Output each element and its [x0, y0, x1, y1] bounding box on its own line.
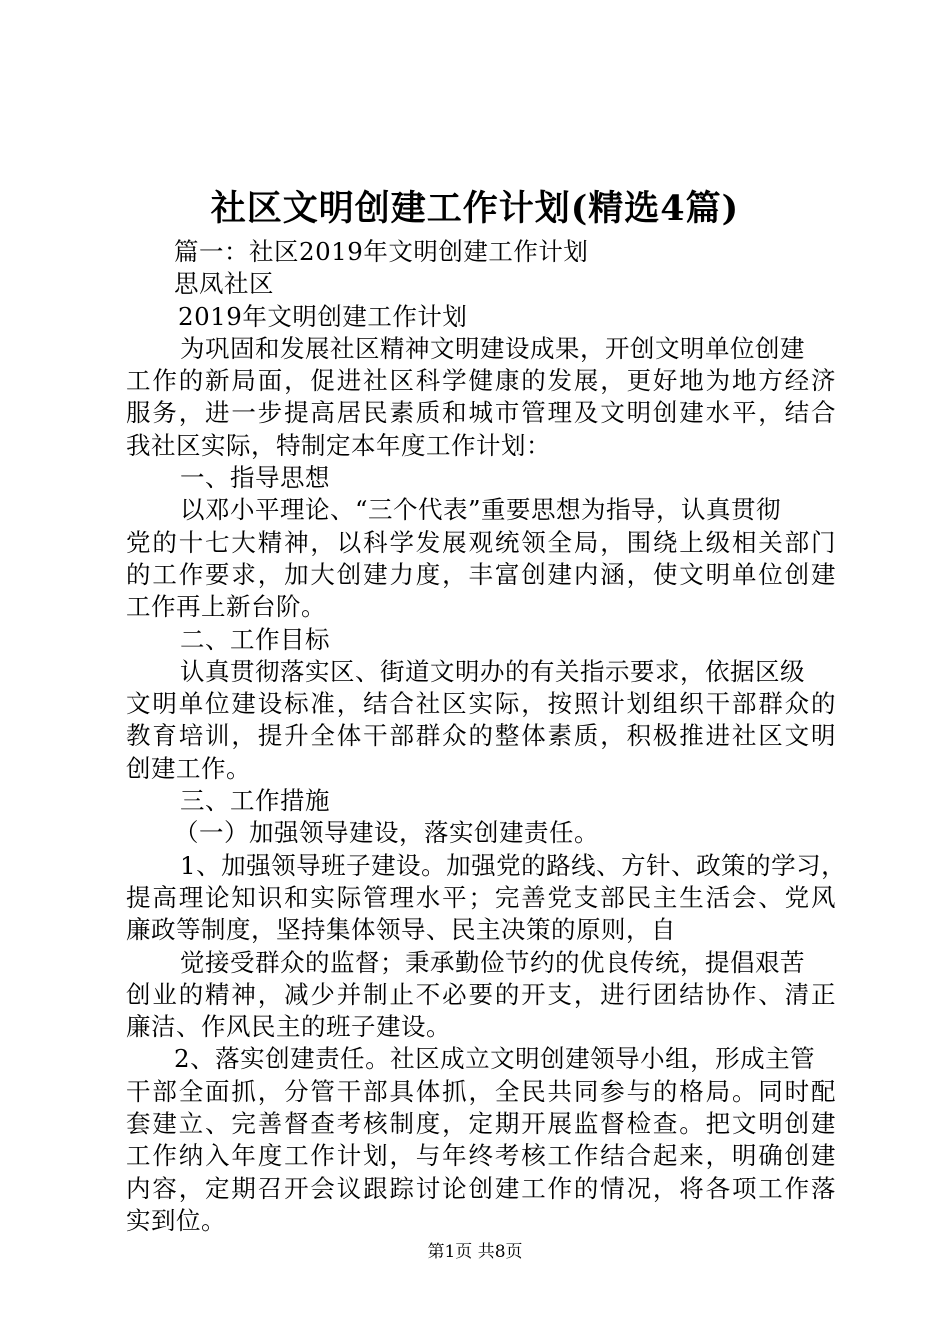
- paragraph-line: 套建立、完善督查考核制度，定期开展监督检查。把文明创建: [126, 1109, 836, 1139]
- page-footer: 第1页 共8页: [427, 1242, 523, 1262]
- paragraph-line: 1、加强领导班子建设。加强党的路线、方针、政策的学习，: [180, 850, 847, 880]
- paragraph-line: 提高理论知识和实际管理水平；完善党支部民主生活会、党风: [126, 882, 836, 912]
- paragraph-line: 干部全面抓，分管干部具体抓，全民共同参与的格局。同时配: [126, 1076, 836, 1106]
- paragraph-line: 认真贯彻落实区、街道文明办的有关指示要求，依据区级: [180, 656, 805, 686]
- paragraph-line: 内容，定期召开会议跟踪讨论创建工作的情况，将各项工作落: [126, 1173, 836, 1203]
- paragraph-line: 文明单位建设标准，结合社区实际，按照计划组织干部群众的: [126, 689, 836, 719]
- document-title: 社区文明创建工作计划(精选4篇): [210, 188, 740, 229]
- paragraph-line: 教育培训，提升全体干部群众的整体素质，积极推进社区文明: [126, 721, 836, 751]
- paragraph-line: 为巩固和发展社区精神文明建设成果，开创文明单位创建: [180, 333, 805, 363]
- document-body: [126, 236, 847, 1237]
- paragraph-line: 廉洁、作风民主的班子建设。: [126, 1012, 451, 1042]
- community-name: 思凤社区: [174, 269, 274, 299]
- paragraph-line: 的工作要求，加大创建力度，丰富创建内涵，使文明单位创建: [126, 559, 836, 589]
- paragraph-line: 工作的新局面，促进社区科学健康的发展，更好地为地方经济: [126, 366, 836, 396]
- paragraph-line: 创建工作。: [126, 753, 251, 783]
- heading-work-goals: 二、工作目标: [180, 624, 330, 654]
- paragraph-line: 工作纳入年度工作计划，与年终考核工作结合起来，明确创建: [126, 1141, 836, 1171]
- paragraph-line: 实到位。: [126, 1205, 226, 1235]
- paragraph-line: 工作再上新台阶。: [126, 592, 326, 622]
- paragraph-line: 创业的精神，减少并制止不必要的开支，进行团结协作、清正: [126, 979, 836, 1009]
- plan-subtitle: 2019年文明创建工作计划: [178, 301, 468, 331]
- paragraph-line: 2、落实创建责任。社区成立文明创建领导小组，形成主管: [174, 1044, 816, 1074]
- paragraph-line: 觉接受群众的监督；秉承勤俭节约的优良传统，提倡艰苦: [180, 947, 805, 977]
- paragraph-line: 我社区实际，特制定本年度工作计划：: [126, 430, 551, 460]
- subheading-leadership: （一）加强领导建设，落实创建责任。: [174, 818, 599, 848]
- heading-guiding-ideology: 一、指导思想: [180, 463, 330, 493]
- paragraph-line: 以邓小平理论、“三个代表”重要思想为指导，认真贯彻: [180, 495, 782, 525]
- heading-work-measures: 三、工作措施: [180, 786, 330, 816]
- paragraph-line: 党的十七大精神，以科学发展观统领全局，围绕上级相关部门: [126, 527, 836, 557]
- section-heading: 篇一：社区2019年文明创建工作计划: [174, 237, 589, 266]
- paragraph-line: 服务，进一步提高居民素质和城市管理及文明创建水平，结合: [126, 398, 836, 428]
- paragraph-line: 廉政等制度，坚持集体领导、民主决策的原则，自: [126, 915, 676, 945]
